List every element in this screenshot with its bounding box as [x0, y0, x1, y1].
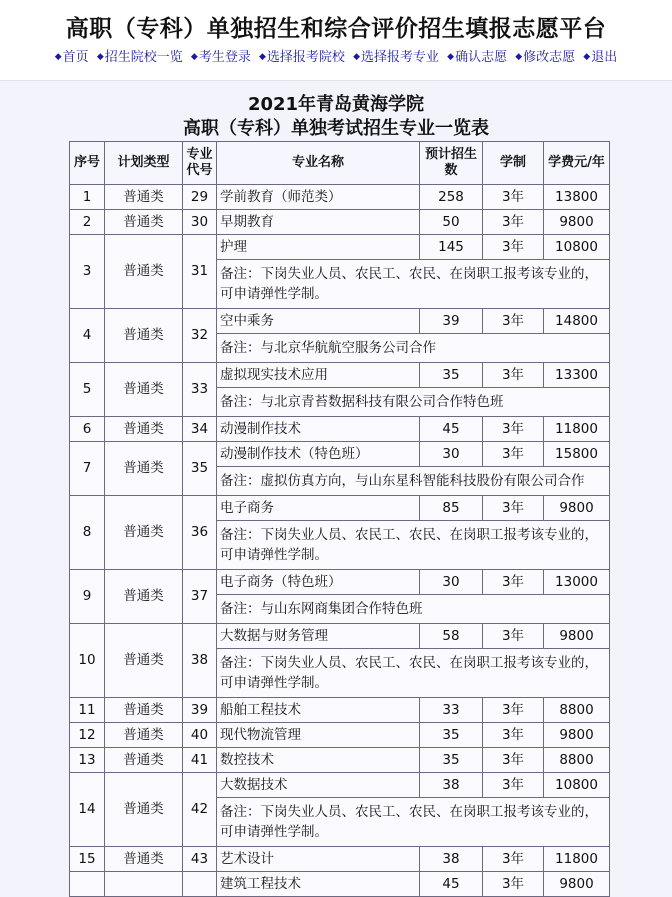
- table-row: [70, 570, 610, 595]
- cell-major-name: 空中乘务: [217, 309, 420, 334]
- cell-major-name: 电子商务（特色班）: [217, 570, 420, 595]
- cell-major-code: 29: [183, 185, 217, 210]
- cell-plan-count: 38: [420, 847, 483, 872]
- cell-plan-type: 普通类: [105, 442, 183, 496]
- col-duration: 学制: [483, 142, 544, 185]
- cell-plan-type: 普通类: [105, 570, 183, 624]
- table-row: [70, 748, 610, 773]
- cell-plan-count: 35: [420, 363, 483, 388]
- table-row: [70, 363, 610, 388]
- cell-major-name: 电子商务: [217, 496, 420, 521]
- cell-plan-count: 45: [420, 417, 483, 442]
- cell-seq: 1: [70, 185, 105, 210]
- table-row: [70, 624, 610, 649]
- col-plan-type: 计划类型: [105, 142, 183, 185]
- cell-fee: 13800: [544, 185, 610, 210]
- cell-seq: 7: [70, 442, 105, 496]
- cell-plan-count: 30: [420, 442, 483, 467]
- table-row: [70, 698, 610, 723]
- cell-plan-count: 39: [420, 309, 483, 334]
- bullet-icon: ◆: [583, 52, 591, 62]
- cell-fee: 10800: [544, 235, 610, 260]
- cell-major-code: 30: [183, 210, 217, 235]
- cell-seq: 3: [70, 235, 105, 309]
- cell-major-name: 动漫制作技术: [217, 417, 420, 442]
- cell-plan-type: 普通类: [105, 773, 183, 847]
- cell-seq: 4: [70, 309, 105, 363]
- cell-fee: 13000: [544, 570, 610, 595]
- cell-major-name: 动漫制作技术（特色班）: [217, 442, 420, 467]
- cell-duration: 3年: [483, 748, 544, 773]
- cell-duration: 3年: [483, 442, 544, 467]
- cell-seq: 12: [70, 723, 105, 748]
- cell-major-code: 31: [183, 235, 217, 309]
- main-nav: [0, 48, 672, 67]
- cell-plan-count: 85: [420, 496, 483, 521]
- cell-major-code: 38: [183, 624, 217, 698]
- table-header-row: [70, 142, 610, 185]
- cell-seq: 2: [70, 210, 105, 235]
- table-row: [70, 309, 610, 334]
- cell-major-name: 早期教育: [217, 210, 420, 235]
- cell-plan-type: [105, 872, 183, 897]
- cell-seq: 14: [70, 773, 105, 847]
- cell-fee: 15800: [544, 442, 610, 467]
- cell-note: 备注：下岗失业人员、农民工、农民、在岗职工报考该专业的，可申请弹性学制。: [217, 798, 610, 847]
- bullet-icon: ◆: [54, 52, 62, 62]
- page-heading: [0, 93, 672, 141]
- cell-duration: 3年: [483, 773, 544, 798]
- cell-plan-count: 145: [420, 235, 483, 260]
- cell-duration: 3年: [483, 417, 544, 442]
- table-row: [70, 847, 610, 872]
- cell-major-name: 护理: [217, 235, 420, 260]
- cell-duration: 3年: [483, 872, 544, 897]
- cell-duration: 3年: [483, 698, 544, 723]
- table-row: [70, 723, 610, 748]
- col-fee: 学费元/年: [544, 142, 610, 185]
- cell-plan-count: 258: [420, 185, 483, 210]
- cell-seq: 8: [70, 496, 105, 570]
- cell-duration: 3年: [483, 496, 544, 521]
- cell-major-name: 学前教育（师范类）: [217, 185, 420, 210]
- cell-note: 备注：虚拟仿真方向，与山东星科智能科技股份有限公司合作: [217, 467, 610, 496]
- cell-fee: 10800: [544, 773, 610, 798]
- table-row: [70, 210, 610, 235]
- cell-duration: 3年: [483, 235, 544, 260]
- cell-plan-type: 普通类: [105, 363, 183, 417]
- bullet-icon: ◆: [258, 52, 266, 62]
- col-seq: 序号: [70, 142, 105, 185]
- cell-plan-type: 普通类: [105, 417, 183, 442]
- cell-seq: 9: [70, 570, 105, 624]
- cell-major-code: 39: [183, 698, 217, 723]
- table-row: [70, 185, 610, 210]
- cell-plan-count: 50: [420, 210, 483, 235]
- cell-major-name: 现代物流管理: [217, 723, 420, 748]
- nav-login[interactable]: ◆考生登录: [190, 50, 251, 65]
- cell-fee: 11800: [544, 417, 610, 442]
- cell-fee: 8800: [544, 698, 610, 723]
- cell-duration: 3年: [483, 309, 544, 334]
- cell-major-name: 虚拟现实技术应用: [217, 363, 420, 388]
- col-major-code: 专业代号: [183, 142, 217, 185]
- cell-plan-type: 普通类: [105, 185, 183, 210]
- cell-duration: 3年: [483, 570, 544, 595]
- cell-fee: 9800: [544, 723, 610, 748]
- cell-major-code: 37: [183, 570, 217, 624]
- cell-major-code: 41: [183, 748, 217, 773]
- cell-plan-type: 普通类: [105, 210, 183, 235]
- cell-fee: 8800: [544, 748, 610, 773]
- cell-major-code: 40: [183, 723, 217, 748]
- majors-table: [69, 141, 610, 897]
- col-plan-count: 预计招生数: [420, 142, 483, 185]
- cell-plan-count: 33: [420, 698, 483, 723]
- cell-plan-count: 30: [420, 570, 483, 595]
- bullet-icon: ◆: [96, 52, 104, 62]
- cell-seq: 15: [70, 847, 105, 872]
- bullet-icon: ◆: [515, 52, 523, 62]
- cell-major-name: 建筑工程技术: [217, 872, 420, 897]
- cell-duration: 3年: [483, 847, 544, 872]
- cell-note: 备注：与北京青苔数据科技有限公司合作特色班: [217, 388, 610, 417]
- cell-fee: 14800: [544, 309, 610, 334]
- nav-confirm[interactable]: ◆确认志愿: [447, 50, 508, 65]
- nav-home[interactable]: ◆首页: [54, 50, 89, 65]
- cell-fee: 9800: [544, 496, 610, 521]
- table-row: [70, 442, 610, 467]
- cell-note: 备注：下岗失业人员、农民工、农民、在岗职工报考该专业的，可申请弹性学制。: [217, 649, 610, 698]
- nav-college-list[interactable]: ◆招生院校一览: [96, 50, 183, 65]
- cell-major-name: 大数据技术: [217, 773, 420, 798]
- page-subtitle: 高职（专科）单独考试招生专业一览表: [183, 118, 489, 139]
- cell-major-code: 35: [183, 442, 217, 496]
- cell-seq: [70, 872, 105, 897]
- cell-seq: 10: [70, 624, 105, 698]
- cell-plan-type: 普通类: [105, 309, 183, 363]
- table-row: [70, 496, 610, 521]
- cell-major-code: 43: [183, 847, 217, 872]
- cell-duration: 3年: [483, 624, 544, 649]
- cell-seq: 5: [70, 363, 105, 417]
- cell-note: 备注：下岗失业人员、农民工、农民、在岗职工报考该专业的，可申请弹性学制。: [217, 521, 610, 570]
- cell-major-code: 33: [183, 363, 217, 417]
- cell-major-code: 36: [183, 496, 217, 570]
- cell-plan-count: 35: [420, 723, 483, 748]
- cell-plan-type: 普通类: [105, 496, 183, 570]
- cell-fee: 11800: [544, 847, 610, 872]
- cell-plan-type: 普通类: [105, 748, 183, 773]
- bullet-icon: ◆: [190, 52, 198, 62]
- cell-fee: 9800: [544, 624, 610, 649]
- table-row: [70, 773, 610, 798]
- nav-logout[interactable]: ◆退出: [583, 50, 618, 65]
- page-title: 2021年青岛黄海学院: [247, 94, 425, 115]
- cell-fee: 9800: [544, 210, 610, 235]
- nav-modify[interactable]: ◆修改志愿: [515, 50, 576, 65]
- cell-plan-count: 58: [420, 624, 483, 649]
- col-major-name: 专业名称: [217, 142, 420, 185]
- cell-plan-type: 普通类: [105, 624, 183, 698]
- cell-major-code: 42: [183, 773, 217, 847]
- cell-duration: 3年: [483, 185, 544, 210]
- cell-plan-type: 普通类: [105, 723, 183, 748]
- bullet-icon: ◆: [353, 52, 360, 62]
- cell-major-name: 船舶工程技术: [217, 698, 420, 723]
- cell-note: 备注：下岗失业人员、农民工、农民、在岗职工报考该专业的，可申请弹性学制。: [217, 260, 610, 309]
- table-row: [70, 417, 610, 442]
- bullet-icon: ◆: [447, 52, 455, 62]
- cell-duration: 3年: [483, 363, 544, 388]
- cell-plan-type: 普通类: [105, 235, 183, 309]
- nav-select-major[interactable]: ◆选择报考专业: [353, 50, 439, 65]
- cell-major-code: [183, 872, 217, 897]
- cell-plan-count: 38: [420, 773, 483, 798]
- cell-major-name: 大数据与财务管理: [217, 624, 420, 649]
- cell-duration: 3年: [483, 723, 544, 748]
- nav-select-college[interactable]: ◆选择报考院校: [258, 50, 345, 65]
- cell-seq: 6: [70, 417, 105, 442]
- site-title: 高职（专科）单独招生和综合评价招生填报志愿平台: [65, 16, 607, 42]
- cell-fee: 9800: [544, 872, 610, 897]
- cell-fee: 13300: [544, 363, 610, 388]
- cell-major-name: 数控技术: [217, 748, 420, 773]
- cell-seq: 11: [70, 698, 105, 723]
- cell-note: 备注：与山东网商集团合作特色班: [217, 595, 610, 624]
- site-header: [0, 0, 672, 81]
- cell-note: 备注：与北京华航航空服务公司合作: [217, 334, 610, 363]
- cell-plan-type: 普通类: [105, 698, 183, 723]
- cell-plan-type: 普通类: [105, 847, 183, 872]
- table-row: [70, 872, 610, 897]
- cell-major-code: 34: [183, 417, 217, 442]
- cell-seq: 13: [70, 748, 105, 773]
- cell-duration: 3年: [483, 210, 544, 235]
- cell-plan-count: 45: [420, 872, 483, 897]
- cell-plan-count: 35: [420, 748, 483, 773]
- cell-major-code: 32: [183, 309, 217, 363]
- table-row: [70, 235, 610, 260]
- cell-major-name: 艺术设计: [217, 847, 420, 872]
